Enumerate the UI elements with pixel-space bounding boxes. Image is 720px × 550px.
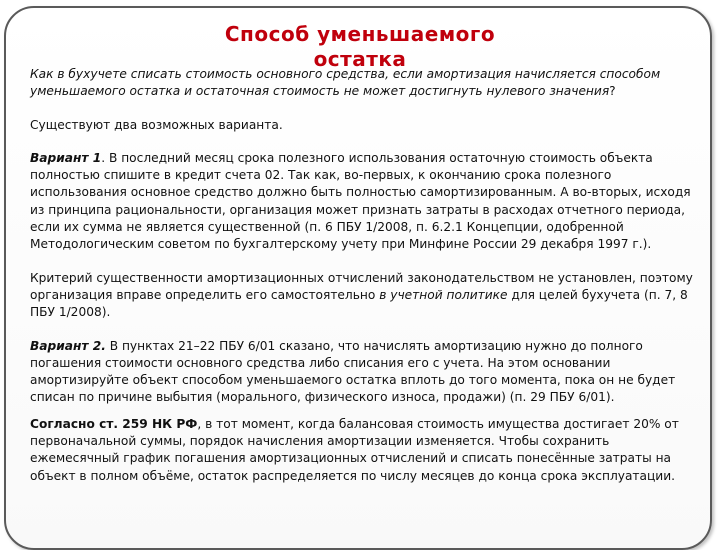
- question-paragraph: [30, 66, 700, 101]
- variant1-text: . В последний месяц срока полезного использования остаточную стоимость объекта полностью спишите в кредит счета 02. Так как, во-первых, к окончанию срока полезного использования основное средство должно быть полностью самортизированным. А во-вторых, исходя из принципа рациональности, организация может признать затраты в расходах отчетного периода, если их сумма не является существенной (п. 6 ПБУ 1/2008, п. 6.2.1 Концепции, одобренной Методологическим советом по бухгалтерскому учету при Минфине России 29 декабря 1997 г.).: [30, 150, 691, 252]
- criterion-italic: в учетной политике: [379, 287, 508, 302]
- criterion-paragraph: [30, 270, 700, 322]
- slide-content: [30, 66, 700, 485]
- variant1-paragraph: [30, 150, 700, 254]
- question-mark: ?: [609, 84, 616, 99]
- criterion-text-after: для целей бухучета (п. 7, 8 ПБУ 1/2008).: [30, 287, 688, 320]
- question-text: Как в бухучете списать стоимость основного средства, если амортизация начисляется способом уменьшаемого остатка и остаточная стоимость не может достигнуть нулевого значения: [30, 67, 661, 99]
- intro-paragraph: Существуют два возможных варианта.: [30, 117, 283, 132]
- variant2-label: Вариант 2.: [30, 338, 106, 353]
- criterion-text-before: Критерий существенности амортизационных отчислений законодательством не установлен, поэтому организация вправе определить его самостоятельно: [30, 270, 693, 302]
- variant1-label: Вариант 1: [30, 150, 102, 165]
- article259-paragraph: [30, 416, 700, 485]
- variant2-text: В пунктах 21–22 ПБУ 6/01 сказано, что начислять амортизацию нужно до полного погашения стоимости основного средства либо списания его с учета. На этом основании амортизируйте объект способом уменьшаемого остатка вплоть до того момента, пока он не будет списан по причине выбытия (морального, физического износа, продажи) (п. 29 ПБУ 6/01).: [30, 338, 676, 405]
- article259-text: , в тот момент, когда балансовая стоимость имущества достигает 20% от первоначальной суммы, порядок начисления амортизации изменяется. Чтобы сохранить ежемесячный график погашения амортизационных отчислений и списать понесённые затраты на объект в полном объёме, остаток распределяется по числу месяцев до конца срока эксплуатации.: [30, 416, 679, 483]
- article259-label: Согласно ст. 259 НК РФ: [30, 416, 198, 431]
- variant2-paragraph: [30, 338, 700, 407]
- slide-title: Способ уменьшаемого остатка: [224, 22, 496, 71]
